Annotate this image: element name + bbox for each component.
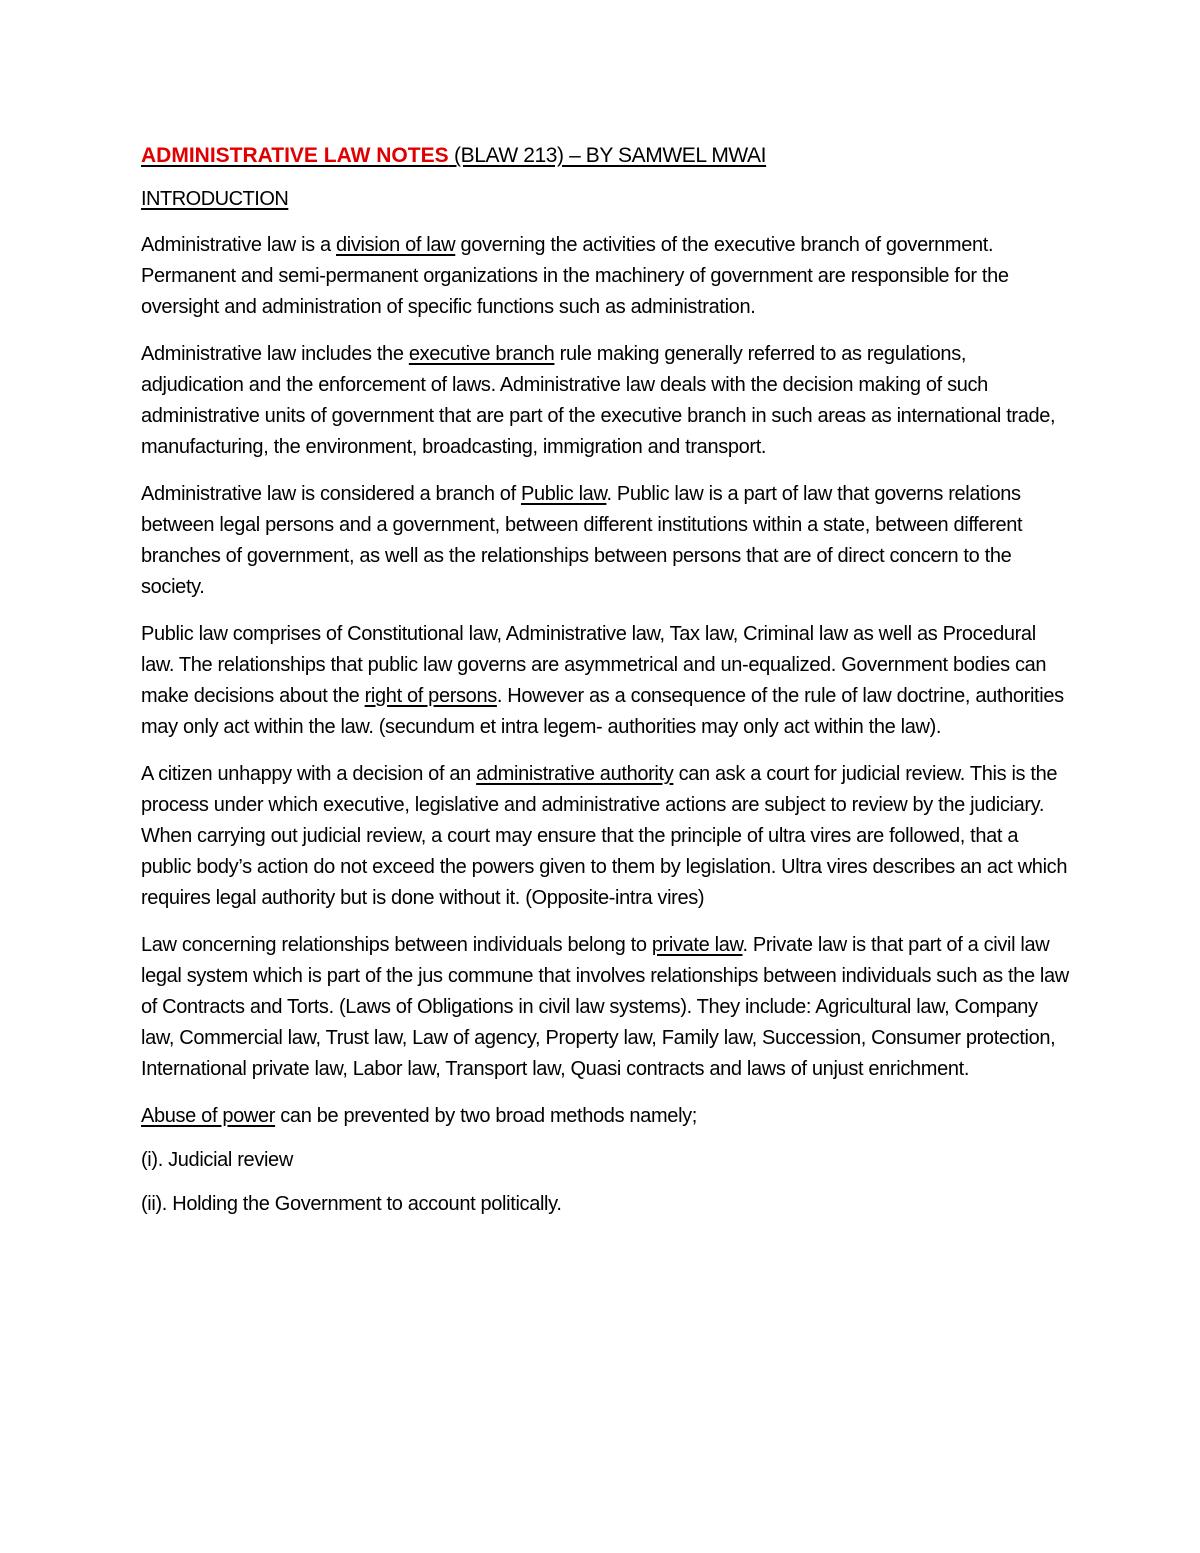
paragraph-1-text-b: governing the activities of the executive branch of government. Permanent and semi-permanent organizations in the machinery of government are responsible for the oversight and administration of specific functions such as administration.	[141, 234, 1009, 318]
link-right-of-persons[interactable]: right of persons	[364, 685, 497, 707]
list-item-judicial-review: (i). Judicial review	[141, 1149, 293, 1171]
paragraph-2	[141, 339, 1071, 463]
title-course-author: (BLAW 213) – BY SAMWEL MWAI	[448, 144, 767, 167]
document-page	[141, 140, 1071, 1233]
paragraph-5-text-b: can ask a court for judicial review. This is the process under which executive, legislative and administrative actions are subject to review by the judiciary. When carrying out judicial review, a court may ensure that the principle of ultra vires are followed, that a public body’s action do not exceed the powers given to them by legislation. Ultra vires describes an act which requires legal authority but is done without it. (Opposite-intra vires)	[141, 763, 1068, 909]
paragraph-2-text-b: rule making generally referred to as regulations, adjudication and the enforcement of laws. Administrative law deals with the decision making of such administrative units of government that are part of the executive branch in such areas as international trade, manufacturing, the environment, broadcasting, immigration and transport.	[141, 343, 1056, 458]
paragraph-4-text-a: Public law comprises of Constitutional law, Administrative law, Tax law, Criminal law as well as Procedural law. The relationships that public law governs are asymmetrical and un-equalized. Government bodies can make decisions about the	[141, 623, 1047, 707]
link-public-law[interactable]: Public law	[521, 483, 607, 505]
link-abuse-of-power[interactable]: Abuse of power	[141, 1105, 276, 1127]
paragraph-3-text-a: Administrative law is considered a branch of	[141, 483, 521, 505]
paragraph-5	[141, 759, 1071, 914]
paragraph-3	[141, 479, 1071, 603]
link-private-law[interactable]: private law	[651, 934, 743, 956]
paragraph-3-text-b: . Public law is a part of law that governs relations between legal persons and a government, between different institutions within a state, between different branches of government, as well as the relationships between persons that are of direct concern to the society.	[141, 483, 1023, 598]
paragraph-1-text-a: Administrative law is a	[141, 234, 336, 256]
section-heading-introduction: INTRODUCTION	[141, 188, 289, 210]
paragraph-6-text-a: Law concerning relationships between individuals belong to	[141, 934, 652, 956]
document-title	[141, 140, 1071, 172]
paragraph-7-text-b: can be prevented by two broad methods namely;	[275, 1105, 698, 1127]
title-main: ADMINISTRATIVE LAW NOTES	[141, 144, 449, 167]
paragraph-4	[141, 619, 1071, 743]
paragraph-6-text-b: . Private law is that part of a civil law legal system which is part of the jus commune that involves relationships between individuals such as the law of Contracts and Torts. (Laws of Obligations in civil law systems). They include: Agricultural law, Company law, Commercial law, Trust law, Law of agency, Property law, Family law, Succession, Consumer protection, International private law, Labor law, Transport law, Quasi contracts and laws of unjust enrichment.	[141, 934, 1069, 1080]
link-administrative-authority[interactable]: administrative authority	[476, 763, 674, 785]
paragraph-7	[141, 1101, 1071, 1132]
paragraph-5-text-a: A citizen unhappy with a decision of an	[141, 763, 477, 785]
paragraph-4-text-b: . However as a consequence of the rule of law doctrine, authorities may only act within the law. (secundum et intra legem- authorities may only act within the law).	[141, 685, 1064, 738]
paragraph-1	[141, 230, 1071, 323]
link-division-of-law[interactable]: division of law	[336, 234, 456, 256]
link-executive-branch[interactable]: executive branch	[408, 343, 555, 365]
paragraph-6	[141, 930, 1071, 1085]
paragraph-2-text-a: Administrative law includes the	[141, 343, 409, 365]
list-item-political-accountability: (ii). Holding the Government to account politically.	[141, 1193, 562, 1215]
